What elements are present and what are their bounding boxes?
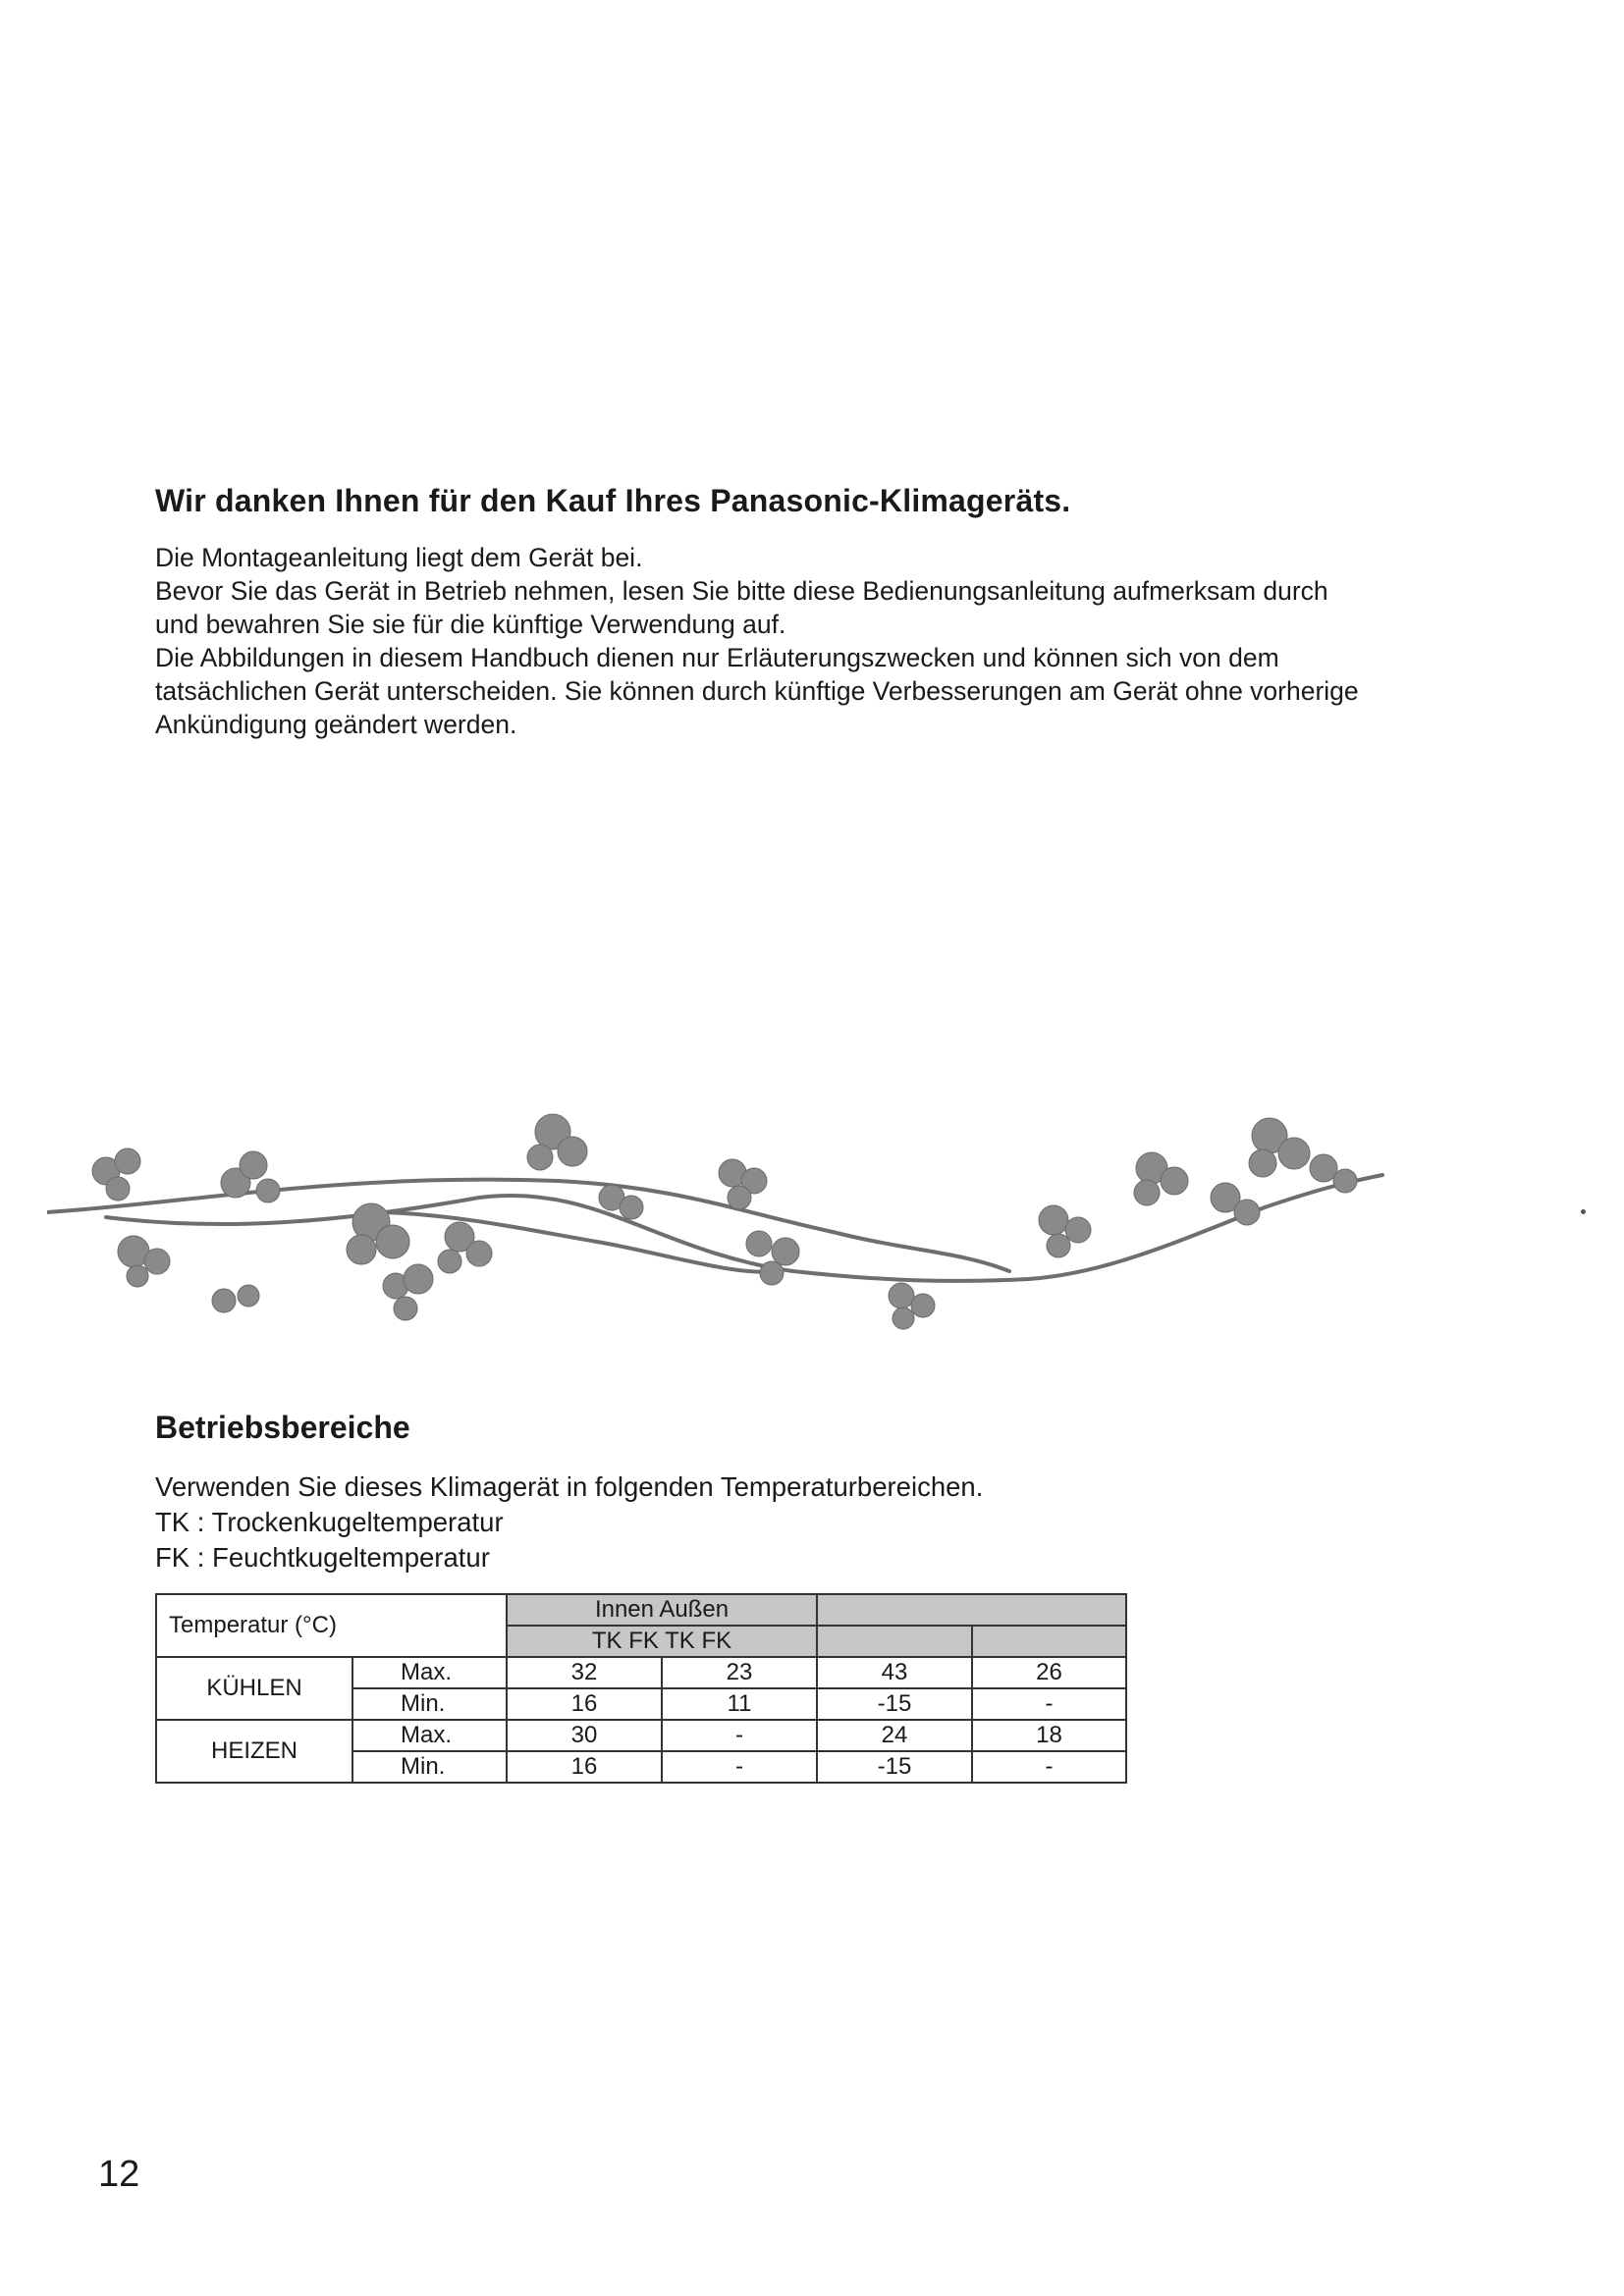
value-cell: -15 (817, 1688, 972, 1720)
mode-cell: KÜHLEN (156, 1657, 352, 1720)
corner-label: Temperatur (°C) (156, 1594, 507, 1657)
operating-title: Betriebsbereiche (155, 1410, 410, 1445)
value-cell: - (662, 1751, 817, 1783)
limit-cell: Max. (352, 1720, 507, 1751)
sub-header: TK FK TK FK (507, 1626, 817, 1657)
sub-header-blank (972, 1626, 1126, 1657)
limit-cell: Min. (352, 1688, 507, 1720)
mode-cell: HEIZEN (156, 1720, 352, 1783)
limit-cell: Max. (352, 1657, 507, 1688)
intro-line: tatsächlichen Gerät unterscheiden. Sie können durch künftige Verbesserungen am Gerät ohne vorherige (155, 676, 1359, 706)
group-header-blank (817, 1594, 1126, 1626)
stray-dot (1581, 1209, 1586, 1214)
value-cell: 26 (972, 1657, 1126, 1688)
intro-line: Bevor Sie das Gerät in Betrieb nehmen, lesen Sie bitte diese Bedienungsanleitung aufmerksam durch (155, 576, 1328, 606)
intro-section (155, 483, 1530, 741)
intro-line: Die Abbildungen in diesem Handbuch dienen nur Erläuterungszwecken und können sich von dem (155, 643, 1279, 672)
value-cell: 43 (817, 1657, 972, 1688)
table-row (156, 1657, 1126, 1688)
value-cell: - (972, 1688, 1126, 1720)
value-cell: - (662, 1720, 817, 1751)
operating-line: TK : Trockenkugeltemperatur (155, 1507, 504, 1537)
value-cell: 32 (507, 1657, 662, 1688)
value-cell: 16 (507, 1751, 662, 1783)
temperature-table (155, 1593, 1127, 1784)
value-cell: 18 (972, 1720, 1126, 1751)
intro-line: und bewahren Sie sie für die künftige Verwendung auf. (155, 610, 786, 639)
value-cell: 30 (507, 1720, 662, 1751)
operating-line: FK : Feuchtkugeltemperatur (155, 1542, 490, 1573)
intro-line: Ankündigung geändert werden. (155, 710, 517, 739)
value-cell: - (972, 1751, 1126, 1783)
table-row (156, 1720, 1126, 1751)
clover-vine-illustration (47, 1104, 1451, 1330)
intro-line: Die Montageanleitung liegt dem Gerät bei. (155, 543, 643, 572)
value-cell: 24 (817, 1720, 972, 1751)
group-header: Innen Außen (507, 1594, 817, 1626)
sub-header-blank (817, 1626, 972, 1657)
intro-title: Wir danken Ihnen für den Kauf Ihres Panasonic-Klimageräts. (155, 483, 1071, 518)
value-cell: -15 (817, 1751, 972, 1783)
value-cell: 11 (662, 1688, 817, 1720)
limit-cell: Min. (352, 1751, 507, 1783)
value-cell: 16 (507, 1688, 662, 1720)
operating-line: Verwenden Sie dieses Klimagerät in folgenden Temperaturbereichen. (155, 1471, 984, 1502)
operating-range-section (155, 1410, 1432, 1575)
page-number: 12 (98, 2154, 140, 2195)
value-cell: 23 (662, 1657, 817, 1688)
